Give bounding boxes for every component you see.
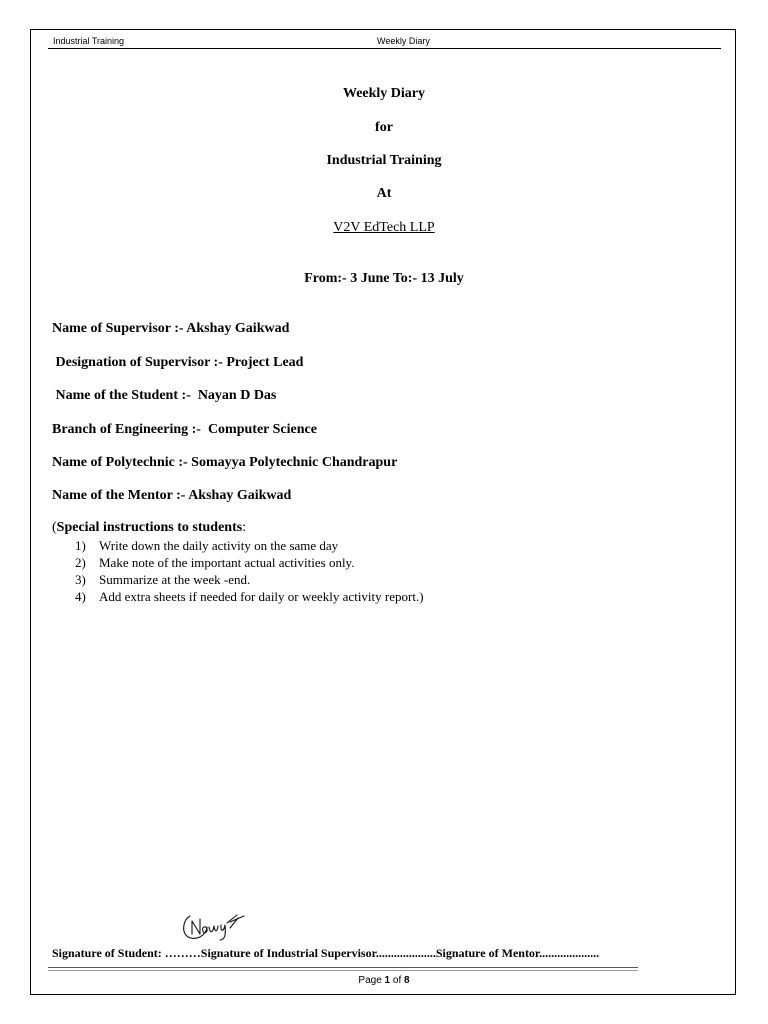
student-handwritten-signature <box>180 910 252 944</box>
title-industrial-training: Industrial Training <box>326 153 442 168</box>
list-item-text: Make note of the important actual activities only. <box>99 555 355 570</box>
company-name <box>0 219 768 237</box>
header-center: Weekly Diary <box>377 36 430 46</box>
field-supervisor-name: Name of Supervisor :- Akshay Gaikwad <box>52 321 290 336</box>
list-item-number: 4) <box>75 589 86 604</box>
field-mentor-name: Name of the Mentor :- Akshay Gaikwad <box>52 488 292 503</box>
signature-row: Signature of Student: ………Signature of Industrial Supervisor....................Signature of Mentor.................... <box>52 946 600 960</box>
list-item <box>75 554 424 571</box>
title-at: At <box>376 186 392 201</box>
title-weekly-diary: Weekly Diary <box>342 86 426 101</box>
instructions-heading <box>52 519 246 537</box>
list-item-number: 3) <box>75 572 86 587</box>
header-divider <box>48 48 721 49</box>
field-student-name: Name of the Student :- Nayan D Das <box>52 388 277 403</box>
page-number-middle: of <box>390 975 405 986</box>
field-polytechnic-name: Name of Polytechnic :- Somayya Polytechnic Chandrapur <box>52 455 398 470</box>
instructions-open-paren: ( <box>52 520 57 535</box>
list-item-text: Add extra sheets if needed for daily or weekly activity report.) <box>99 589 424 604</box>
field-supervisor-designation: Designation of Supervisor :- Project Lead <box>52 355 304 370</box>
list-item-text: Write down the daily activity on the same day <box>99 538 339 553</box>
instructions-list <box>75 537 424 605</box>
page-number-prefix: Page <box>358 975 385 986</box>
page-number-current: 1 <box>384 975 391 986</box>
company-name-text: V2V EdTech LLP <box>333 220 435 235</box>
list-item <box>75 537 424 554</box>
instructions-heading-text: Special instructions to students <box>56 520 243 535</box>
page-number-total: 8 <box>404 975 410 986</box>
list-item-text: Summarize at the week -end. <box>99 572 251 587</box>
instructions-colon: : <box>242 520 247 535</box>
list-item <box>75 571 424 588</box>
field-engineering-branch: Branch of Engineering :- Computer Science <box>52 422 317 437</box>
list-item <box>75 588 424 605</box>
signature-divider-shadow <box>48 970 638 971</box>
header-left: Industrial Training <box>53 36 125 46</box>
page-border <box>30 29 736 995</box>
training-dates: From:- 3 June To:- 13 July <box>304 271 464 286</box>
list-item-number: 2) <box>75 555 86 570</box>
page-number <box>0 975 768 987</box>
list-item-number: 1) <box>75 538 86 553</box>
title-for: for <box>375 120 393 135</box>
signature-divider <box>48 967 638 968</box>
